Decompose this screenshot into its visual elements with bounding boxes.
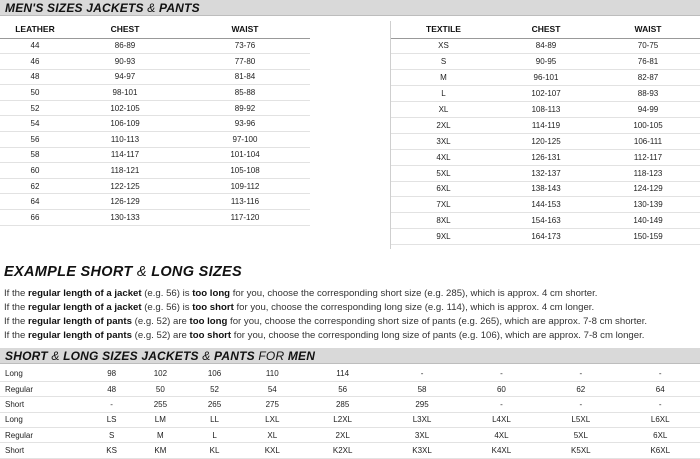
sl-cell: - [541, 366, 620, 381]
leather-row [0, 178, 310, 194]
leather-cell: 73-76 [180, 38, 310, 54]
header2-amp2: & [202, 349, 211, 363]
leather-cell: 98-101 [70, 85, 180, 101]
leather-row [0, 100, 310, 116]
leather-cell: 118-121 [70, 163, 180, 179]
sl-cell: 54 [242, 381, 303, 396]
example-line-p1: If the [4, 288, 28, 299]
sl-cell: K5XL [541, 443, 620, 458]
sl-cell: 62 [541, 381, 620, 396]
example-line-b2: too short [189, 330, 232, 341]
example-title-a: EXAMPLE SHORT [4, 264, 133, 280]
sl-cell: M [133, 428, 187, 443]
example-line [4, 288, 597, 299]
textile-cell: 132-137 [496, 165, 596, 181]
example-title-b: LONG SIZES [151, 264, 243, 280]
sl-cell: KL [187, 443, 241, 458]
textile-cell: 126-131 [496, 149, 596, 165]
sl-cell: - [621, 366, 700, 381]
textile-size-table [391, 21, 700, 245]
textile-cell: 76-81 [596, 54, 700, 70]
leather-cell: 102-105 [70, 100, 180, 116]
textile-cell: 9XL [391, 229, 496, 245]
sl-cell: S [90, 428, 133, 443]
sl-cell: KM [133, 443, 187, 458]
leather-col-header: LEATHER [0, 21, 70, 38]
sl-cell: 58 [382, 381, 461, 396]
leather-size-table [0, 21, 310, 226]
sl-cell: L2XL [303, 412, 382, 427]
example-line-b2: too long [189, 316, 228, 327]
leather-cell: 77-80 [180, 54, 310, 70]
sl-cell: K4XL [462, 443, 541, 458]
textile-cell: M [391, 70, 496, 86]
leather-row [0, 163, 310, 179]
sl-cell: K2XL [303, 443, 382, 458]
textile-row [391, 133, 700, 149]
leather-cell: 90-93 [70, 54, 180, 70]
textile-cell: 90-95 [496, 54, 596, 70]
sl-cell: L5XL [541, 412, 620, 427]
textile-cell: 140-149 [596, 213, 700, 229]
sl-cell: 255 [133, 397, 187, 412]
textile-cell: 82-87 [596, 70, 700, 86]
sl-row [0, 397, 700, 412]
leather-cell: 54 [0, 116, 70, 132]
sl-cell: 64 [621, 381, 700, 396]
leather-cell: 52 [0, 100, 70, 116]
sl-cell: 98 [90, 366, 133, 381]
sl-cell: 6XL [621, 428, 700, 443]
example-line-b1: regular length of a jacket [28, 302, 142, 313]
textile-cell: 144-153 [496, 197, 596, 213]
sl-cell: 114 [303, 366, 382, 381]
leather-row [0, 116, 310, 132]
textile-col-header: TEXTILE [391, 21, 496, 38]
example-line-p1: If the [4, 330, 28, 341]
leather-cell: 66 [0, 210, 70, 226]
sl-cell: 5XL [541, 428, 620, 443]
example-title [4, 264, 242, 280]
textile-row [391, 197, 700, 213]
textile-cell: 7XL [391, 197, 496, 213]
example-line-b2: too long [192, 288, 231, 299]
leather-cell: 86-89 [70, 38, 180, 54]
sl-cell: 56 [303, 381, 382, 396]
example-line-b1: regular length of a jacket [28, 288, 142, 299]
leather-cell: 85-88 [180, 85, 310, 101]
textile-cell: 118-123 [596, 165, 700, 181]
sl-row [0, 412, 700, 427]
waist-col-header: WAIST [596, 21, 700, 38]
textile-row [391, 102, 700, 118]
sl-cell: 106 [187, 366, 241, 381]
sl-cell: - [382, 366, 461, 381]
leather-cell: 56 [0, 132, 70, 148]
chest-col-header: CHEST [70, 21, 180, 38]
textile-cell: 4XL [391, 149, 496, 165]
textile-cell: 102-107 [496, 86, 596, 102]
sl-cell: 295 [382, 397, 461, 412]
header2-text-b: LONG SIZES JACKETS [63, 349, 199, 363]
sl-cell: KS [90, 443, 133, 458]
textile-cell: 84-89 [496, 38, 596, 54]
textile-cell: 120-125 [496, 133, 596, 149]
leather-cell: 126-129 [70, 194, 180, 210]
textile-row [391, 165, 700, 181]
header2-text-c: PANTS [214, 349, 255, 363]
leather-cell: 58 [0, 147, 70, 163]
header-text-a: MEN'S SIZES JACKETS [5, 1, 144, 15]
leather-cell: 62 [0, 178, 70, 194]
leather-row [0, 85, 310, 101]
example-title-amp: & [136, 264, 147, 280]
textile-row [391, 117, 700, 133]
header2-text-a: SHORT [5, 349, 48, 363]
sl-cell: K6XL [621, 443, 700, 458]
leather-row [0, 147, 310, 163]
sl-cell: 4XL [462, 428, 541, 443]
sl-cell: LXL [242, 412, 303, 427]
textile-row [391, 70, 700, 86]
leather-cell: 81-84 [180, 69, 310, 85]
textile-row [391, 149, 700, 165]
header2-amp1: & [51, 349, 60, 363]
short-long-table [0, 366, 700, 459]
leather-cell: 117-120 [180, 210, 310, 226]
sl-cell: LS [90, 412, 133, 427]
sl-cell: Long [0, 412, 90, 427]
leather-row [0, 69, 310, 85]
textile-cell: 150-159 [596, 229, 700, 245]
sl-cell: - [621, 397, 700, 412]
leather-row [0, 54, 310, 70]
textile-cell: 138-143 [496, 181, 596, 197]
sl-cell: L [187, 428, 241, 443]
textile-row [391, 38, 700, 54]
textile-row [391, 213, 700, 229]
leather-header-row [0, 21, 310, 38]
sl-cell: L6XL [621, 412, 700, 427]
sl-cell: 275 [242, 397, 303, 412]
header2-text-d: MEN [287, 349, 316, 363]
textile-row [391, 86, 700, 102]
example-line-p2: (e.g. 52) are [131, 330, 190, 341]
sl-cell: Regular [0, 381, 90, 396]
waist-col-header: WAIST [180, 21, 310, 38]
leather-cell: 122-125 [70, 178, 180, 194]
textile-cell: 112-117 [596, 149, 700, 165]
sl-cell: LM [133, 412, 187, 427]
example-line-p1: If the [4, 302, 28, 313]
sl-row [0, 381, 700, 396]
short-long-header [0, 348, 700, 364]
example-line-p2: (e.g. 52) are [131, 316, 190, 327]
example-line-b1: regular length of pants [28, 330, 132, 341]
textile-cell: 100-105 [596, 117, 700, 133]
textile-cell: XS [391, 38, 496, 54]
example-line-p3: for you, choose the corresponding long size of pants (e.g. 106), which are approx. 7-8 cm longer. [231, 330, 645, 341]
example-line-p2: (e.g. 56) is [141, 288, 193, 299]
example-line-p3: for you, choose the corresponding short size (e.g. 285), which is approx. 4 cm shorter. [230, 288, 598, 299]
sl-cell: Long [0, 366, 90, 381]
textile-cell: 130-139 [596, 197, 700, 213]
leather-row [0, 132, 310, 148]
sl-cell: LL [187, 412, 241, 427]
example-line-p2: (e.g. 56) is [141, 302, 193, 313]
textile-cell: 5XL [391, 165, 496, 181]
header2-for: FOR [258, 349, 285, 363]
header-amp: & [147, 1, 156, 15]
leather-cell: 94-97 [70, 69, 180, 85]
textile-cell: S [391, 54, 496, 70]
textile-cell: 8XL [391, 213, 496, 229]
textile-row [391, 229, 700, 245]
textile-cell: 154-163 [496, 213, 596, 229]
example-line-b2: too short [192, 302, 234, 313]
sl-cell: - [90, 397, 133, 412]
sl-cell: Regular [0, 428, 90, 443]
textile-cell: XL [391, 102, 496, 118]
sl-row [0, 443, 700, 458]
leather-cell: 105-108 [180, 163, 310, 179]
leather-row [0, 210, 310, 226]
example-line-p3: for you, choose the corresponding long size (e.g. 114), which is approx. 4 cm longer. [233, 302, 595, 313]
leather-cell: 109-112 [180, 178, 310, 194]
textile-cell: 70-75 [596, 38, 700, 54]
example-line [4, 302, 594, 313]
sl-cell: K3XL [382, 443, 461, 458]
leather-cell: 44 [0, 38, 70, 54]
leather-cell: 130-133 [70, 210, 180, 226]
sl-cell: L4XL [462, 412, 541, 427]
textile-cell: 2XL [391, 117, 496, 133]
leather-cell: 113-116 [180, 194, 310, 210]
leather-row [0, 194, 310, 210]
sl-row [0, 428, 700, 443]
example-line [4, 316, 647, 327]
textile-cell: 88-93 [596, 86, 700, 102]
sl-cell: XL [242, 428, 303, 443]
textile-cell: 6XL [391, 181, 496, 197]
leather-cell: 48 [0, 69, 70, 85]
sl-row [0, 366, 700, 381]
textile-cell: 96-101 [496, 70, 596, 86]
sl-cell: - [462, 366, 541, 381]
leather-row [0, 38, 310, 54]
leather-cell: 97-100 [180, 132, 310, 148]
mens-sizes-header [0, 0, 700, 16]
sl-cell: L3XL [382, 412, 461, 427]
leather-cell: 93-96 [180, 116, 310, 132]
sl-cell: 285 [303, 397, 382, 412]
sl-cell: - [462, 397, 541, 412]
leather-cell: 101-104 [180, 147, 310, 163]
sl-cell: 48 [90, 381, 133, 396]
chest-col-header: CHEST [496, 21, 596, 38]
leather-cell: 106-109 [70, 116, 180, 132]
textile-cell: 94-99 [596, 102, 700, 118]
example-line-p1: If the [4, 316, 28, 327]
leather-cell: 110-113 [70, 132, 180, 148]
textile-cell: L [391, 86, 496, 102]
sl-cell: Short [0, 397, 90, 412]
textile-cell: 124-129 [596, 181, 700, 197]
sl-cell: 3XL [382, 428, 461, 443]
example-line-p3: for you, choose the corresponding short size of pants (e.g. 265), which are approx. 7-8 cm shorter. [227, 316, 648, 327]
textile-cell: 3XL [391, 133, 496, 149]
example-line [4, 330, 644, 341]
textile-cell: 164-173 [496, 229, 596, 245]
textile-cell: 114-119 [496, 117, 596, 133]
leather-cell: 46 [0, 54, 70, 70]
sl-cell: 60 [462, 381, 541, 396]
textile-header-row [391, 21, 700, 38]
sl-cell: 50 [133, 381, 187, 396]
example-line-b1: regular length of pants [28, 316, 132, 327]
sl-cell: 265 [187, 397, 241, 412]
sl-cell: 2XL [303, 428, 382, 443]
textile-cell: 106-111 [596, 133, 700, 149]
sl-cell: KXL [242, 443, 303, 458]
sl-cell: 110 [242, 366, 303, 381]
header-text-b: PANTS [159, 1, 200, 15]
sl-cell: - [541, 397, 620, 412]
leather-cell: 64 [0, 194, 70, 210]
textile-cell: 108-113 [496, 102, 596, 118]
sl-cell: Short [0, 443, 90, 458]
sl-cell: 52 [187, 381, 241, 396]
leather-cell: 89-92 [180, 100, 310, 116]
textile-row [391, 54, 700, 70]
leather-cell: 50 [0, 85, 70, 101]
sl-cell: 102 [133, 366, 187, 381]
textile-row [391, 181, 700, 197]
leather-cell: 60 [0, 163, 70, 179]
leather-cell: 114-117 [70, 147, 180, 163]
